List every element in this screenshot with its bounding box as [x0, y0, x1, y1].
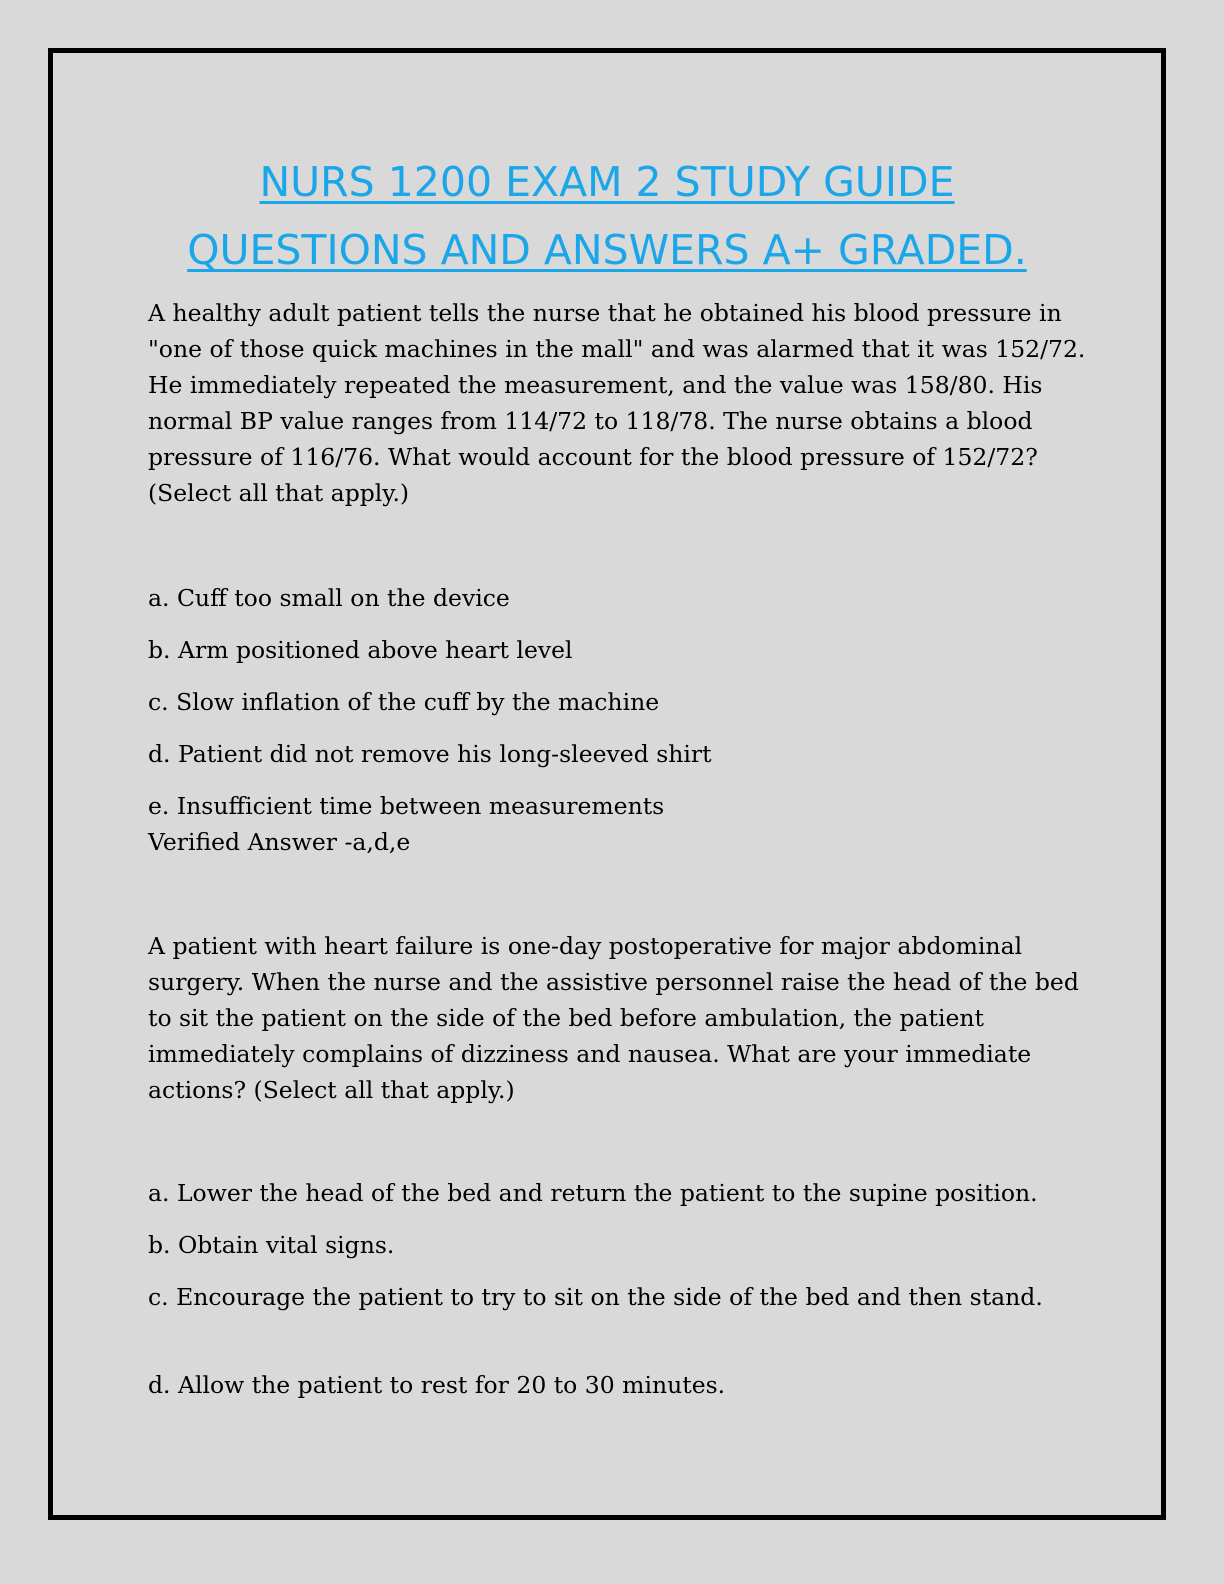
question-1-stem: A healthy adult patient tells the nurse that he obtained his blood pressure in "one of those quick machines in the mall" and was alarmed that it was 152/72. He immediately repeated the measurement, and the value was 158/80. His normal BP value ranges from 114/72 to 118/78. The nurse obtains a blood pressure of 116/76. What would account for the blood pressure of 152/72? (Select all that apply.)	[148, 299, 1086, 507]
question-1-answer: Verified Answer -a,d,e	[148, 828, 411, 856]
question-2-option-b: b. Obtain vital signs.	[148, 1231, 395, 1259]
question-2-stem: A patient with heart failure is one-day postoperative for major abdominal surgery. When the nurse and the assistive personnel raise the head of the bed to sit the patient on the side of the bed before ambulation, the patient immediately complains of dizziness and nausea. What are your immediate actions? (Select all that apply.)	[148, 932, 1079, 1104]
question-1-option-d: d. Patient did not remove his long-sleeved shirt	[148, 740, 712, 768]
question-2-option-d: d. Allow the patient to rest for 20 to 30 minutes.	[148, 1371, 726, 1399]
document-title	[53, 148, 1161, 284]
question-2-option-a: a. Lower the head of the bed and return the patient to the supine position.	[148, 1179, 1038, 1207]
question-1-option-a: a. Cuff too small on the device	[148, 584, 510, 612]
question-1-option-c: c. Slow inflation of the cuff by the machine	[148, 688, 660, 716]
question-1-option-b: b. Arm positioned above heart level	[148, 636, 573, 664]
question-1-option-e: e. Insufficient time between measurements	[148, 792, 665, 820]
question-2-option-c: c. Encourage the patient to try to sit on the side of the bed and then stand.	[148, 1283, 1043, 1311]
page-border	[48, 48, 1166, 1520]
title-line-1: NURS 1200 EXAM 2 STUDY GUIDE	[259, 158, 955, 206]
title-line-2: QUESTIONS AND ANSWERS A+ GRADED.	[187, 226, 1027, 274]
